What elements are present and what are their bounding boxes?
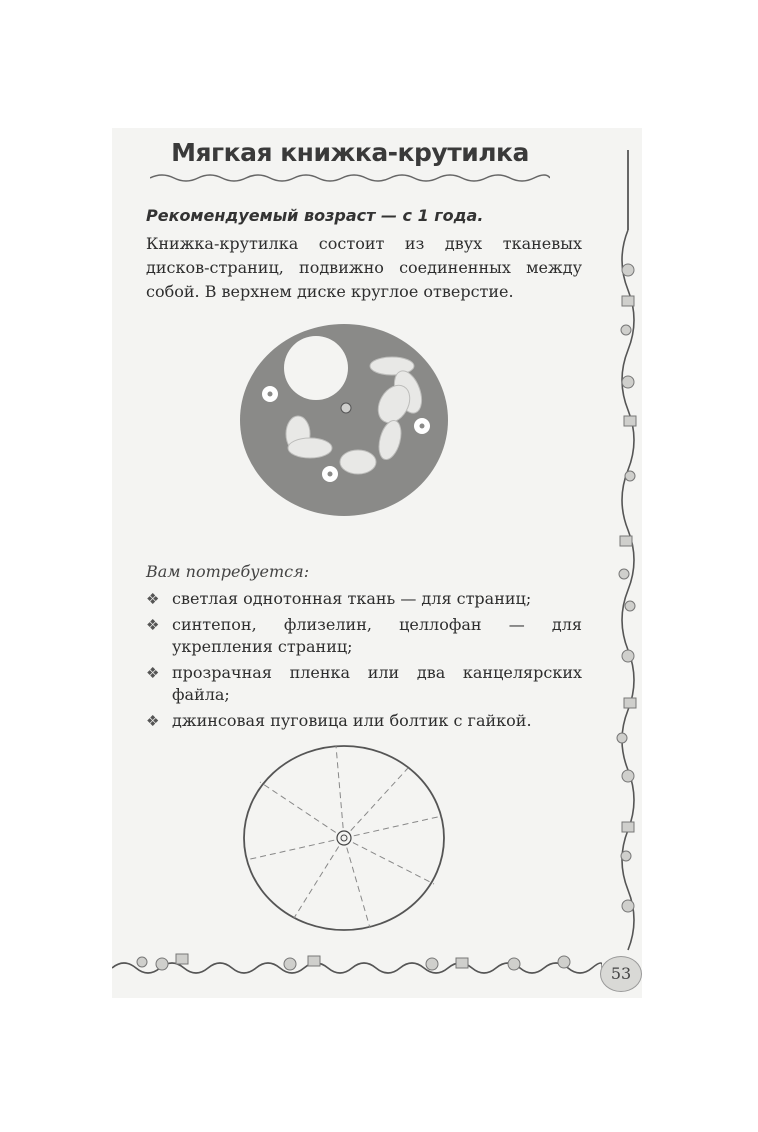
intro-paragraph: Книжка-крутилка состоит из двух тканевых дисков-страниц, подвижно соединенных между собой. В верхнем диске круглое отверстие. <box>146 234 582 301</box>
bullet-icon: ❖ <box>146 616 160 634</box>
decorative-border-bottom <box>112 940 602 980</box>
spinner-book-photo <box>238 322 450 518</box>
list-item: ❖ синтепон, флизелин, целлофан — для укрепления страниц; <box>146 615 582 656</box>
disc-pattern-diagram <box>240 742 450 936</box>
bullet-icon: ❖ <box>146 590 160 608</box>
bullet-icon: ❖ <box>146 712 160 730</box>
title-underline-wave <box>150 170 550 186</box>
list-item: ❖ прозрачная пленка или два канцелярских файла; <box>146 663 582 704</box>
recommended-age: Рекомендуемый возраст — с 1 года. <box>146 206 484 225</box>
list-item: ❖ джинсовая пуговица или болтик с гайкой. <box>146 711 532 730</box>
materials-heading: Вам потребуется: <box>146 562 310 581</box>
list-item: ❖ светлая однотонная ткань — для страниц; <box>146 589 532 608</box>
decorative-border-right <box>596 150 646 960</box>
materials-list <box>144 588 582 736</box>
page-number-badge: 53 <box>600 956 642 992</box>
page-title: Мягкая книжка-крутилка <box>171 138 529 167</box>
bullet-icon: ❖ <box>146 664 160 682</box>
